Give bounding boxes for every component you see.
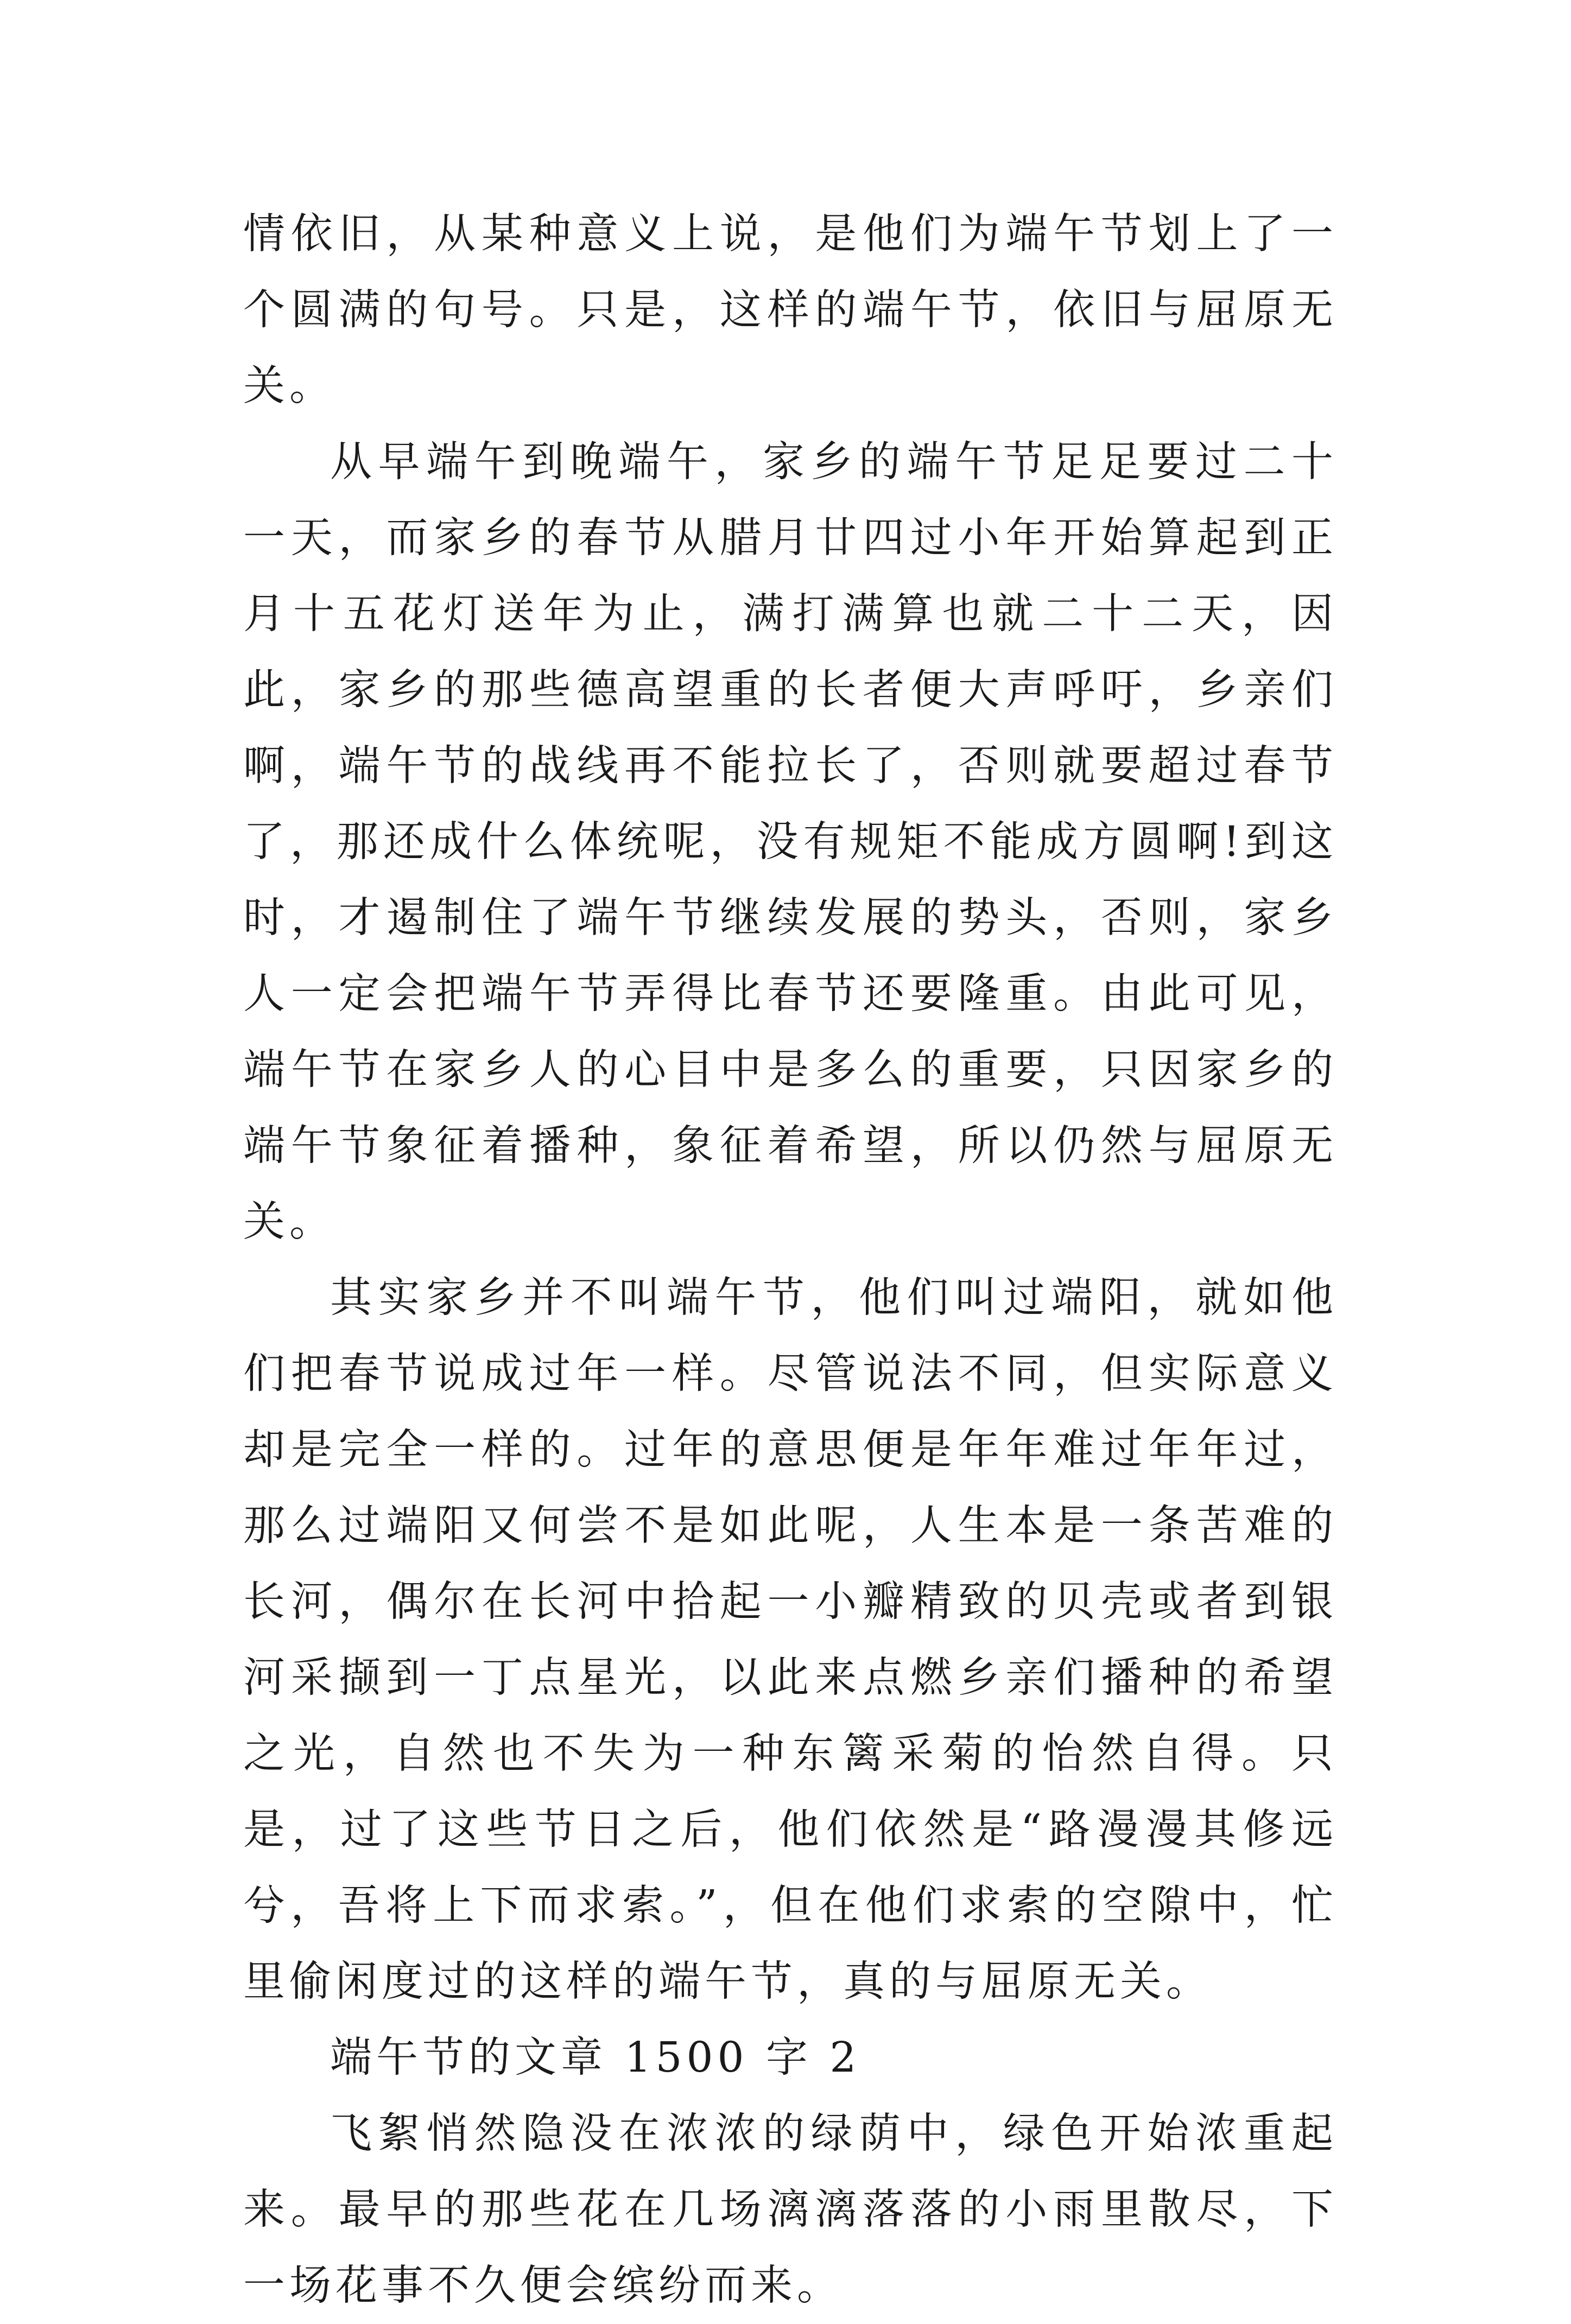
paragraph: 其实家乡并不叫端午节，他们叫过端阳，就如他们把春节说成过年一样。尽管说法不同，但实际意义却是完全一样的。过年的意思便是年年难过年年过，那么过端阳又何尝不是如此呢，人生本是一条苦难的长河，偶尔在长河中拾起一小瓣精致的贝壳或者到银河采撷到一丁点星光，以此来点燃乡亲们播种的希望之光，自然也不失为一种东篱采菊的怡然自得。只是，过了这些节日之后，他们依然是“路漫漫其修远兮，吾将上下而求索。”，但在他们求索的空隙中，忙里偷闲度过的这样的端午节，真的与屈原无关。: [243, 1274, 1338, 2006]
paragraph: 飞絮悄然隐没在浓浓的绿荫中，绿色开始浓重起来。最早的那些花在几场漓漓落落的小雨里散尽，下一场花事不久便会缤纷而来。: [243, 2110, 1338, 2310]
article-body: [243, 196, 1338, 2324]
section-subtitle: 端午节的文章 1500 字 2: [330, 2034, 861, 2082]
paragraph: 从早端午到晚端午，家乡的端午节足足要过二十一天，而家乡的春节从腊月廿四过小年开始算起到正月十五花灯送年为止，满打满算也就二十二天，因此，家乡的那些德高望重的长者便大声呼吁，乡亲们啊，端午节的战线再不能拉长了，否则就要超过春节了，那还成什么体统呢，没有规矩不能成方圆啊!到这时，才遏制住了端午节继续发展的势头，否则，家乡人一定会把端午节弄得比春节还要隆重。由此可见，端午节在家乡人的心目中是多么的重要，只因家乡的端午节象征着播种，象征着希望，所以仍然与屈原无关。: [243, 438, 1338, 1246]
paragraph-continued: 情依旧，从某种意义上说，是他们为端午节划上了一个圆满的句号。只是，这样的端午节，依旧与屈原无关。: [243, 210, 1338, 410]
